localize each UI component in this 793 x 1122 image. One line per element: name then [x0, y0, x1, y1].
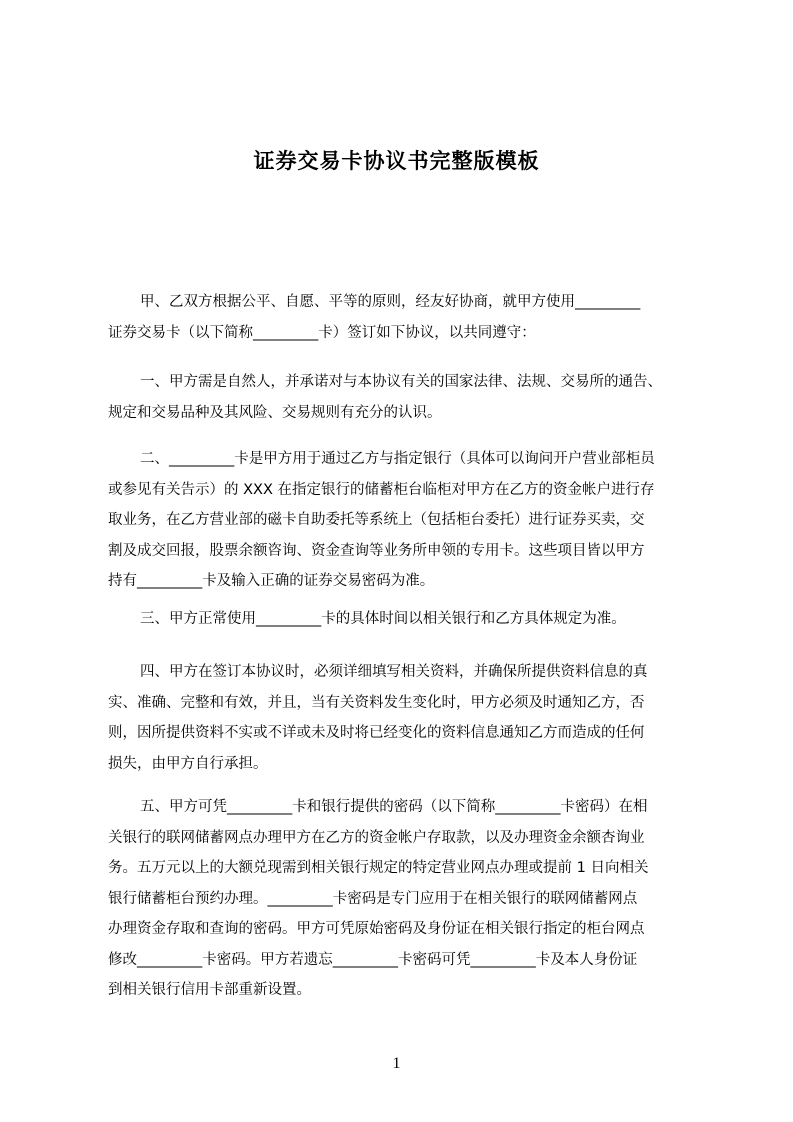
- paragraph-line: 甲、乙双方根据公平、自愿、平等的原则，经友好协商，就甲方使用_________: [140, 294, 641, 310]
- paragraph-line: 修改_________卡密码。甲方若遗忘_________卡密码可凭_________卡及本人身份证: [108, 951, 638, 968]
- paragraph-line: 银行储蓄柜台预约办理。_________卡密码是专门应用于在相关银行的联网储蓄网点: [108, 890, 638, 907]
- paragraph-line: 务。五万元以上的大额兑现需到相关银行规定的特定营业网点办理或提前 1 日向相关: [108, 860, 649, 876]
- paragraph-clause-2: [108, 444, 690, 597]
- paragraph-line: 损失，由甲方自行承担。: [108, 755, 268, 772]
- paragraph-line: 四、甲方在签订本协议时，必须详细填写相关资料，并确保所提供资料信息的真: [140, 664, 648, 680]
- paragraph-line: 规定和交易品种及其风险、交易规则有充分的认识。: [108, 404, 442, 421]
- paragraph-line: 证券交易卡（以下简称_________卡）签订如下协议，以共同遵守：: [108, 324, 536, 341]
- paragraph-clause-3: [108, 604, 690, 635]
- paragraph-line: 取业务，在乙方营业部的磁卡自助委托等系统上（包括柜台委托）进行证券买卖，交: [108, 512, 645, 528]
- paragraph-preamble: [108, 287, 690, 348]
- paragraph-clause-1: [108, 367, 690, 428]
- document-title: 证券交易卡协议书完整版模板: [253, 149, 540, 173]
- paragraph-line: 三、甲方正常使用_________卡的具体时间以相关银行和乙方具体规定为准。: [140, 611, 626, 627]
- paragraph-line: 二、_________卡是甲方用于通过乙方与指定银行（具体可以询问开户营业部柜员: [140, 451, 655, 467]
- paragraph-line: 五、甲方可凭_________卡和银行提供的密码（以下简称_________卡密码）在相: [140, 799, 648, 815]
- paragraph-line: 到相关银行信用卡部重新设置。: [108, 982, 311, 998]
- paragraph-line: 持有_________卡及输入正确的证券交易密码为准。: [108, 573, 435, 589]
- page-number: 1: [392, 1055, 401, 1072]
- paragraph-line: 实、准确、完整和有效，并且，当有关资料发生变化时，甲方必须及时通知乙方，否: [108, 694, 645, 711]
- paragraph-line: 割及成交回报，股票余额咨询、资金查询等业务所申领的专用卡。这些项目皆以甲方: [108, 542, 645, 559]
- paragraph-clause-5: [108, 792, 690, 1006]
- paragraph-line: 办理资金存取和查询的密码。甲方可凭原始密码及身份证在相关银行指定的柜台网点: [108, 921, 645, 937]
- paragraph-clause-4: [108, 657, 690, 779]
- paragraph-line: 则，因所提供资料不实或不详或未及时将已经变化的资料信息通知乙方而造成的任何: [108, 725, 645, 741]
- paragraph-line: 或参见有关告示）的 XXX 在指定银行的储蓄柜台临柜对甲方在乙方的资金帐户进行存: [108, 481, 655, 498]
- paragraph-line: 一、甲方需是自然人，并承诺对与本协议有关的国家法律、法规、交易所的通告、: [140, 374, 662, 390]
- paragraph-line: 关银行的联网储蓄网点办理甲方在乙方的资金帐户存取款，以及办理资金余额杏询业: [108, 829, 645, 846]
